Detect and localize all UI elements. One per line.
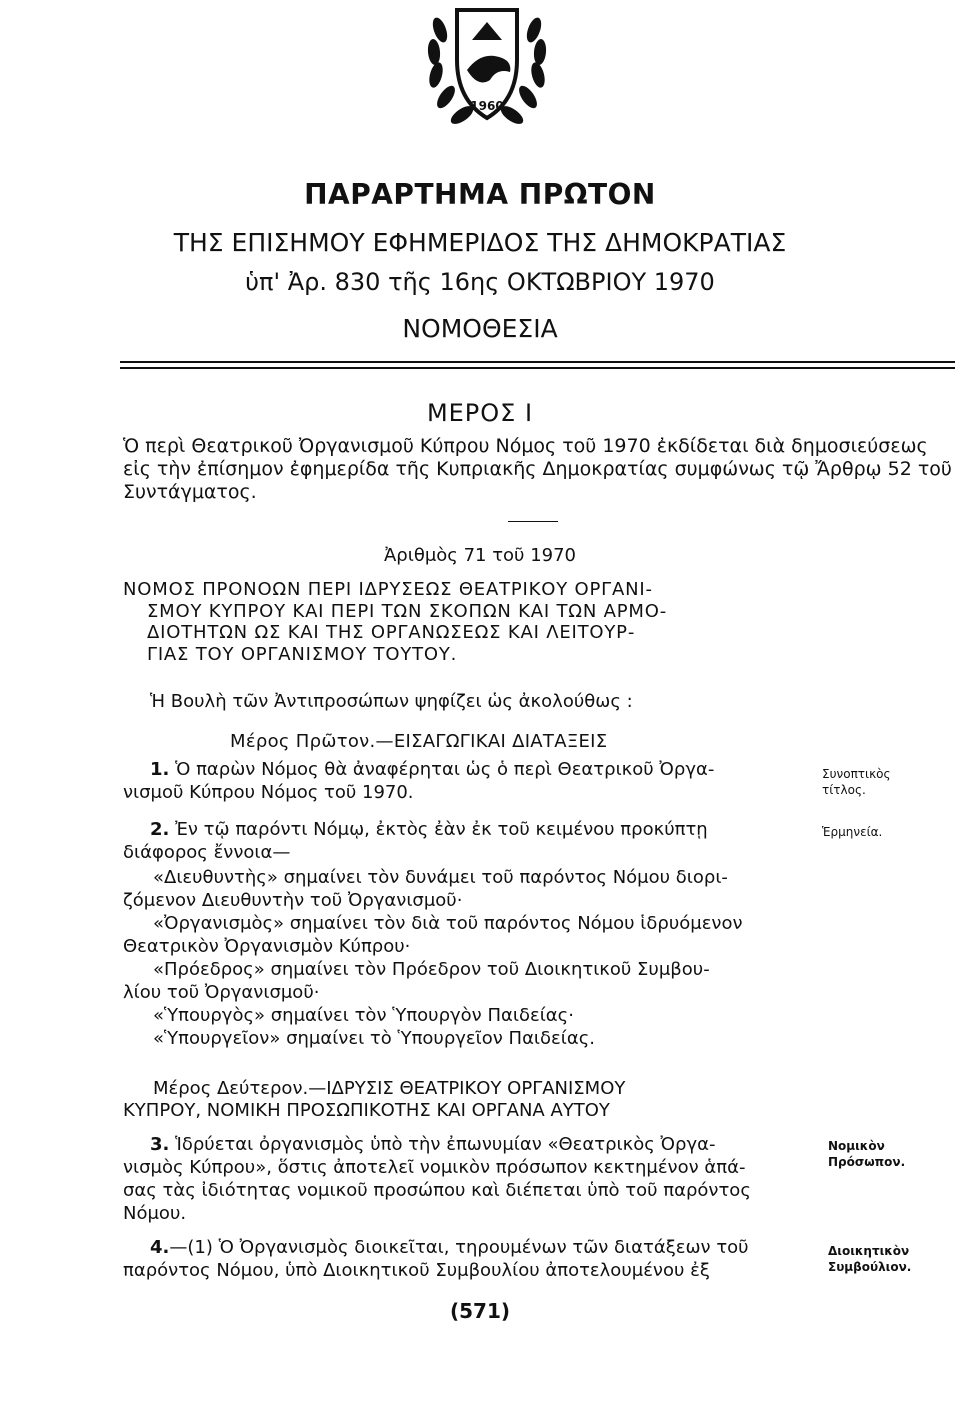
coat-of-arms-emblem — [412, 0, 562, 150]
section-3-line-4: Νόμου. — [123, 1203, 187, 1224]
svg-text:1960: 1960 — [470, 99, 504, 113]
law-title-line: ΝΟΜΟΣ ΠΡΟΝΟΩΝ ΠΕΡΙ ΙΔΡΥΣΕΩΣ ΘΕΑΤΡΙΚΟΥ ΟΡΓΑΝΙ- — [123, 579, 653, 600]
section-1-line-1 — [150, 758, 714, 781]
section-text: Ὁ παρὼν Νόμος θὰ ἀναφέρηται ὡς ὁ περὶ Θεατρικοῦ Ὀργα- — [175, 759, 715, 780]
legislation-heading: ΝΟΜΟΘΕΣΙΑ — [402, 314, 558, 343]
law-title-line: ΔΙΟΤΗΤΩΝ ΩΣ ΚΑΙ ΤΗΣ ΟΡΓΑΝΩΣΕΩΣ ΚΑΙ ΛΕΙΤΟΥΡ- — [147, 622, 636, 643]
definition-line: «Διευθυντὴς» σημαίνει τὸν δυνάμει τοῦ παρόντος Νόμου διορι- — [153, 867, 728, 888]
double-rule-bottom — [120, 367, 955, 369]
issue-line: ὑπ' Ἀρ. 830 τῆς 16ης ΟΚΤΩΒΡΙΟΥ 1970 — [245, 268, 715, 296]
margin-note-line: Πρόσωπον. — [828, 1155, 906, 1169]
definition-line: «Πρόεδρος» σημαίνει τὸν Πρόεδρον τοῦ Διοικητικοῦ Συμβου- — [153, 959, 710, 980]
definition-line: λίου τοῦ Ὀργανισμοῦ· — [123, 982, 320, 1003]
section-number: 3. — [150, 1134, 170, 1155]
part-one-heading: Μέρος Πρῶτον.—ΕΙΣΑΓΩΓΙΚΑΙ ΔΙΑΤΑΞΕΙΣ — [230, 731, 608, 752]
gazette-subtitle: ΤΗΣ ΕΠΙΣΗΜΟΥ ΕΦΗΜΕΡΙΔΟΣ ΤΗΣ ΔΗΜΟΚΡΑΤΙΑΣ — [173, 228, 787, 257]
section-number: 1. — [150, 759, 170, 780]
section-1-line-2: νισμοῦ Κύπρου Νόμος τοῦ 1970. — [123, 782, 414, 803]
law-title — [123, 579, 823, 665]
margin-note-line: τίτλος. — [822, 783, 866, 797]
annex-title: ΠΑΡΑΡΤΗΜΑ ΠΡΩΤΟΝ — [304, 178, 656, 211]
section-text: —(1) Ὁ Ὀργανισμὸς διοικεῖται, τηρουμένων τῶν διατάξεων τοῦ — [169, 1237, 749, 1258]
section-number: 4. — [150, 1237, 170, 1258]
part-heading: ΜΕΡΟΣ Ι — [426, 399, 534, 427]
margin-note-line: Διοικητικὸν — [828, 1244, 910, 1258]
margin-note-line: Συμβούλιον. — [828, 1260, 912, 1274]
margin-note-short-title — [822, 766, 942, 798]
section-3-line-2: νισμὸς Κύπρου», ὅστις ἀποτελεῖ νομικὸν πρόσωπον κεκτημένον ἁπά- — [123, 1157, 746, 1178]
definition-line: «Ὀργανισμὸς» σημαίνει τὸν διὰ τοῦ παρόντος Νόμου ἱδρυόμενον — [153, 913, 743, 934]
margin-note-interpretation: Ἑρμηνεία. — [822, 825, 883, 839]
section-4-line-1 — [150, 1236, 749, 1259]
part-two-heading — [123, 1078, 813, 1122]
intro-paragraph: Ὁ περὶ Θεατρικοῦ Ὀργανισμοῦ Κύπρου Νόμος τοῦ 1970 ἐκδίδεται διὰ δημοσιεύσεως εἰς τὴν ἐπίσημον ἐφημερίδα τῆς Κυπριακῆς Δημοκρατίας συμφώνως τῷ Ἄρθρῳ 52 τοῦ Συντάγματος. — [123, 435, 952, 503]
section-number: 2. — [150, 819, 170, 840]
section-text: Ἱδρύεται ὀργανισμὸς ὑπὸ τὴν ἐπωνυμίαν «Θεατρικὸς Ὀργα- — [175, 1134, 716, 1155]
definition-line: ζόμενον Διευθυντὴν τοῦ Ὀργανισμοῦ· — [123, 890, 463, 911]
double-rule-top — [120, 361, 955, 363]
page-number: (571) — [449, 1299, 511, 1323]
separator-rule — [508, 521, 558, 522]
section-text: Ἐν τῷ παρόντι Νόμῳ, ἐκτὸς ἐὰν ἐκ τοῦ κειμένου προκύπτῃ — [175, 819, 708, 840]
law-number: Ἀριθμὸς 71 τοῦ 1970 — [383, 545, 576, 566]
margin-note-line: Συνοπτικὸς — [822, 767, 891, 781]
enactment-clause: Ἡ Βουλὴ τῶν Ἀντιπροσώπων ψηφίζει ὡς ἀκολούθως : — [150, 691, 633, 712]
definition-line: Θεατρικὸν Ὀργανισμὸν Κύπρου· — [123, 936, 411, 957]
definition-line: «Ὑπουργεῖον» σημαίνει τὸ Ὑπουργεῖον Παιδείας. — [153, 1028, 596, 1049]
margin-note-line: Νομικὸν — [828, 1139, 885, 1153]
definitions-list — [123, 866, 813, 1050]
part-two-heading-line: ΚΥΠΡΟΥ, ΝΟΜΙΚΗ ΠΡΟΣΩΠΙΚΟΤΗΣ ΚΑΙ ΟΡΓΑΝΑ ΑΥΤΟΥ — [123, 1100, 610, 1121]
margin-note-legal-person — [828, 1138, 948, 1170]
part-two-heading-line: Μέρος Δεύτερον.—ΙΔΡΥΣΙΣ ΘΕΑΤΡΙΚΟΥ ΟΡΓΑΝΙΣΜΟΥ — [153, 1078, 626, 1099]
margin-note-board — [828, 1243, 948, 1275]
law-title-line: ΣΜΟΥ ΚΥΠΡΟΥ ΚΑΙ ΠΕΡΙ ΤΩΝ ΣΚΟΠΩΝ ΚΑΙ ΤΩΝ ΑΡΜΟ- — [147, 600, 668, 622]
section-3-line-3: σας τὰς ἰδιότητας νομικοῦ προσώπου καὶ διέπεται ὑπὸ τοῦ παρόντος — [123, 1180, 751, 1201]
section-2-line-2: διάφορος ἔννοια— — [123, 842, 291, 863]
section-3-line-1 — [150, 1133, 715, 1156]
section-4-line-2: παρόντος Νόμου, ὑπὸ Διοικητικοῦ Συμβουλίου ἀποτελουμένου ἐξ — [123, 1260, 710, 1281]
section-2-line-1 — [150, 818, 708, 841]
law-title-line: ΓΙΑΣ ΤΟΥ ΟΡΓΑΝΙΣΜΟΥ ΤΟΥΤΟΥ. — [147, 643, 458, 665]
definition-line: «Ὑπουργὸς» σημαίνει τὸν Ὑπουργὸν Παιδείας· — [153, 1005, 574, 1026]
